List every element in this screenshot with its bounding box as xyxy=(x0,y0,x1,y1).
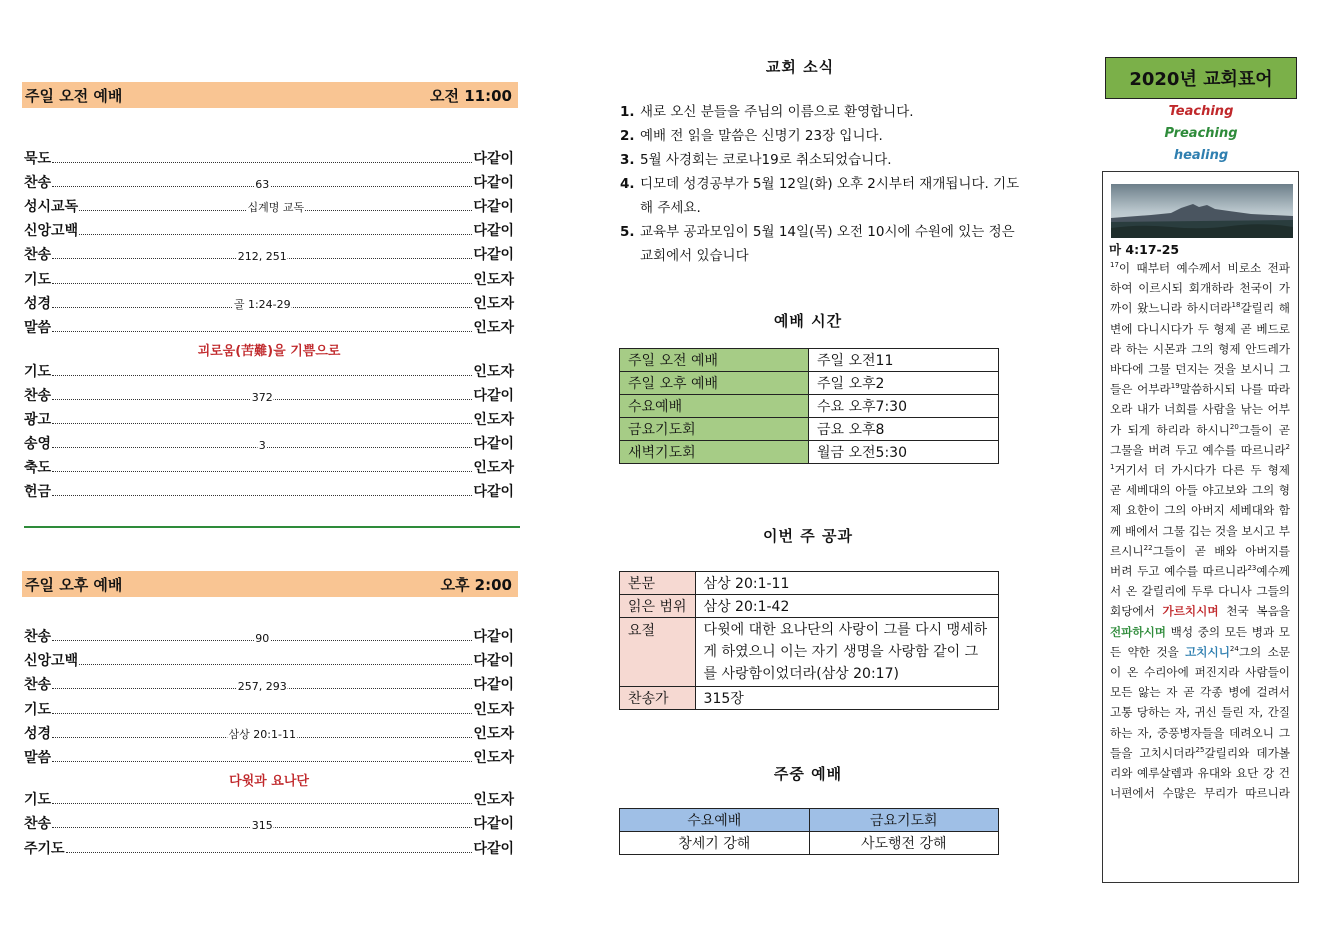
motto-title-box xyxy=(1105,57,1297,99)
dot-leader xyxy=(79,201,472,215)
order-row xyxy=(24,811,514,833)
afternoon-service-header xyxy=(22,571,518,597)
scripture-reference: 마 4:17-25 xyxy=(1109,242,1180,257)
motto-title: 2020년 교회표어 xyxy=(1129,69,1273,90)
order-role: 다같이 xyxy=(473,653,514,670)
order-role: 다같이 xyxy=(473,223,514,240)
lesson-title: 이번 주 공과 xyxy=(763,527,853,545)
dot-leader xyxy=(52,297,472,311)
order-label: 기도 xyxy=(24,792,52,809)
order-detail: 315 xyxy=(251,819,273,833)
order-role: 다같이 xyxy=(473,840,514,857)
order-row xyxy=(24,648,514,670)
order-label: 성시교독 xyxy=(24,199,79,216)
order-label: 축도 xyxy=(24,460,52,477)
order-label: 성경 xyxy=(24,725,52,742)
dot-leader xyxy=(52,819,472,833)
order-role: 인도자 xyxy=(473,750,514,766)
dot-leader xyxy=(79,233,472,235)
order-detail: 90 xyxy=(255,632,270,645)
dot-leader xyxy=(52,390,472,404)
morning-service-time: 오전 11:00 xyxy=(430,86,512,105)
table-row: 주일 오후 예배 주일 오후2 xyxy=(620,372,999,395)
dot-leader xyxy=(52,632,472,645)
afternoon-service-title: 주일 오후 예배 xyxy=(25,575,123,594)
order-role: 다같이 xyxy=(473,629,514,645)
dot-leader xyxy=(52,712,472,714)
table-row: 읽은 범위 삼상 20:1-42 xyxy=(620,595,999,618)
order-row xyxy=(24,407,514,429)
order-detail: 삼상 20:1-11 xyxy=(228,727,296,741)
order-row xyxy=(24,745,514,767)
order-row xyxy=(24,624,514,646)
dot-leader xyxy=(52,470,472,472)
order-role: 다같이 xyxy=(473,247,514,264)
dot-leader xyxy=(52,178,472,192)
news-item: 3. 5월 사경회는 코로나19로 취소되었습니다. xyxy=(620,152,892,168)
order-detail: 63 xyxy=(255,178,270,192)
order-label: 헌금 xyxy=(24,484,52,501)
dot-leader xyxy=(52,439,472,453)
order-label: 찬송 xyxy=(24,387,52,404)
order-label: 찬송 xyxy=(24,816,52,833)
order-label: 신앙고백 xyxy=(24,653,79,670)
order-row xyxy=(24,315,514,337)
dot-leader xyxy=(52,282,472,284)
order-row xyxy=(24,721,514,743)
order-role: 인도자 xyxy=(473,725,514,742)
order-row xyxy=(24,455,514,477)
order-detail: 3 xyxy=(258,439,266,453)
order-row xyxy=(24,267,514,289)
order-label: 찬송 xyxy=(24,629,52,645)
order-role: 인도자 xyxy=(473,295,514,312)
dot-leader xyxy=(52,494,472,496)
order-role: 인도자 xyxy=(473,792,514,809)
order-role: 인도자 xyxy=(473,460,514,477)
table-row: 수요예배 수요 오후7:30 xyxy=(620,395,999,418)
order-role: 다같이 xyxy=(473,436,514,453)
order-role: 다같이 xyxy=(473,816,514,833)
order-label: 찬송 xyxy=(24,677,52,694)
dot-leader xyxy=(52,374,472,376)
morning-service-header xyxy=(22,82,518,108)
order-row xyxy=(24,787,514,809)
table-row: 금요기도회 금요 오후8 xyxy=(620,418,999,441)
order-role: 인도자 xyxy=(473,363,514,380)
highlight-teaching: 가르치시며 xyxy=(1162,604,1219,619)
order-label: 기도 xyxy=(24,363,52,380)
order-role: 다같이 xyxy=(473,677,514,694)
order-role: 다같이 xyxy=(473,175,514,192)
order-row xyxy=(24,242,514,264)
morning-service-title: 주일 오전 예배 xyxy=(25,86,123,105)
table-row: 수요예배 금요기도회 xyxy=(620,809,999,832)
lesson-table xyxy=(619,571,999,710)
motto-preaching: Preaching xyxy=(1164,126,1238,141)
order-role: 인도자 xyxy=(473,271,514,288)
table-row: 창세기 강해 사도행전 강해 xyxy=(620,832,999,855)
order-role: 다같이 xyxy=(473,484,514,501)
order-row xyxy=(24,359,514,381)
news-title: 교회 소식 xyxy=(765,58,835,76)
table-row: 찬송가 315장 xyxy=(620,687,999,710)
order-label: 주기도 xyxy=(24,840,65,857)
order-label: 송영 xyxy=(24,436,52,453)
order-label: 성경 xyxy=(24,295,52,312)
table-row: 주일 오전 예배 주일 오전11 xyxy=(620,349,999,372)
order-role: 인도자 xyxy=(473,319,514,336)
order-row xyxy=(24,383,514,405)
order-detail: 212, 251 xyxy=(237,250,287,264)
dot-leader xyxy=(52,250,472,264)
order-label: 말씀 xyxy=(24,319,52,336)
order-role: 다같이 xyxy=(473,151,514,167)
dot-leader xyxy=(52,727,472,741)
order-row xyxy=(24,697,514,719)
order-label: 말씀 xyxy=(24,750,52,766)
schedule-table xyxy=(619,348,999,464)
order-label: 기도 xyxy=(24,271,52,288)
order-label: 찬송 xyxy=(24,175,52,192)
highlight-healing: 고치시니 xyxy=(1185,644,1230,659)
midweek-title: 주중 예배 xyxy=(773,765,843,783)
order-row xyxy=(24,431,514,453)
order-row xyxy=(24,479,514,501)
dot-leader xyxy=(52,161,472,163)
dot-leader xyxy=(52,422,472,424)
order-role: 인도자 xyxy=(473,701,514,718)
order-label: 광고 xyxy=(24,412,52,428)
order-label: 신앙고백 xyxy=(24,223,79,240)
news-item: 1. 새로 오신 분들을 주님의 이름으로 환영합니다. xyxy=(620,104,914,120)
order-detail: 골 1:24-29 xyxy=(233,297,291,311)
order-row xyxy=(24,194,514,216)
scripture-text: $^{17}$이 때부터 예수께서 비로소 전파하여 이르시되 회개하라 천국이 가까이 왔느니라 하시더라$^{18}$갈릴리 해변에 다니시다가 두 형제 곧 베드로라 하는 시몬과 그의 형제 안드레가 바다에 그물 던지는 것을 보시니 그들은 어부라$^{19}$말씀하시되 나를 따라오라 내가 너희를 사람을 낚는 어부가 되게 하리라 하시니$^{20}$그들이 곧 그물을 버려 두고 예수를 따르니라$^{21}$거기서 더 가시다가 다른 두 형제 곧 세베대의 아들 야고보와 그의 형제 요한이 그의 아버지 세베대와 함께 배에서 그물 깁는 것을 보시고 부르시니$^{22}$그들이 곧 배와 아버지를 버려 두고 예수를 따르니라$^{23}$예수께서 온 갈릴리에 두루 다니사 그들의 회당에서 가르치시며 천국 복음을 전파하시며 백성 중의 모든 병과 모든 약한 것을 고치시니$^{24}$그의 소문이 온 수리아에 퍼진지라 사람들이 모든 앓는 자 곧 각종 병에 걸려서 고통 당하는 자, 귀신 들린 자, 간질하는 자, 중풍병자들을 데려오니 그들을 고치시더라$^{25}$갈릴리와 데가볼리와 예루살렘과 유대와 요단 강 건너편에서 수많은 무리가 따르니라 xyxy=(1110,261,1291,801)
dot-leader xyxy=(79,663,472,665)
order-role: 다같이 xyxy=(473,199,514,216)
table-row: 새벽기도회 월금 오전5:30 xyxy=(620,441,999,464)
order-row xyxy=(24,291,514,313)
table-row: 본문 삼상 20:1-11 xyxy=(620,572,999,595)
dot-leader xyxy=(66,851,473,853)
news-item: 5. 교육부 공과모임이 5월 14일(목) 오전 10시에 수원에 있는 정은 교회에서 있습니다 xyxy=(620,224,1015,264)
news-item: 4. 디모데 성경공부가 5월 12일(화) 오후 2시부터 재개됩니다. 기도해 주세요. xyxy=(620,176,1020,216)
dot-leader xyxy=(52,330,472,332)
order-role: 인도자 xyxy=(473,412,514,428)
order-row xyxy=(24,218,514,240)
order-label: 찬송 xyxy=(24,247,52,264)
midweek-table xyxy=(619,808,999,855)
highlight-preaching: 전파하시며 xyxy=(1110,624,1166,639)
order-detail: 십계명 교독 xyxy=(247,201,305,215)
motto-teaching: Teaching xyxy=(1168,104,1234,119)
table-row: 요절 다윗에 대한 요나단의 사랑이 그를 다시 맹세하게 하였으니 이는 자기 생명을 사랑함 같이 그를 사랑함이었더라(삼상 20:17) xyxy=(620,618,999,687)
order-label: 기도 xyxy=(24,701,52,718)
afternoon-service-time: 오후 2:00 xyxy=(440,575,512,594)
order-row xyxy=(24,170,514,192)
motto-healing: healing xyxy=(1173,148,1229,163)
dot-leader xyxy=(52,760,472,762)
order-label: 묵도 xyxy=(24,151,52,167)
order-row xyxy=(24,836,514,858)
order-row xyxy=(24,672,514,694)
order-role: 다같이 xyxy=(473,387,514,404)
dot-leader xyxy=(52,680,472,694)
mountain-landscape-image xyxy=(1111,184,1293,238)
news-item: 2. 예배 전 읽을 말씀은 신명기 23장 입니다. xyxy=(620,128,883,144)
sermon-title: 다윗과 요나단 xyxy=(229,774,309,790)
order-detail: 372 xyxy=(251,390,273,404)
dot-leader xyxy=(52,802,472,804)
section-divider xyxy=(24,526,520,528)
order-row xyxy=(24,146,514,168)
schedule-title: 예배 시간 xyxy=(773,312,843,330)
news-list xyxy=(620,100,1020,268)
sermon-title: 괴로움(苦難)을 기쁨으로 xyxy=(197,343,341,359)
order-detail: 257, 293 xyxy=(237,680,287,694)
